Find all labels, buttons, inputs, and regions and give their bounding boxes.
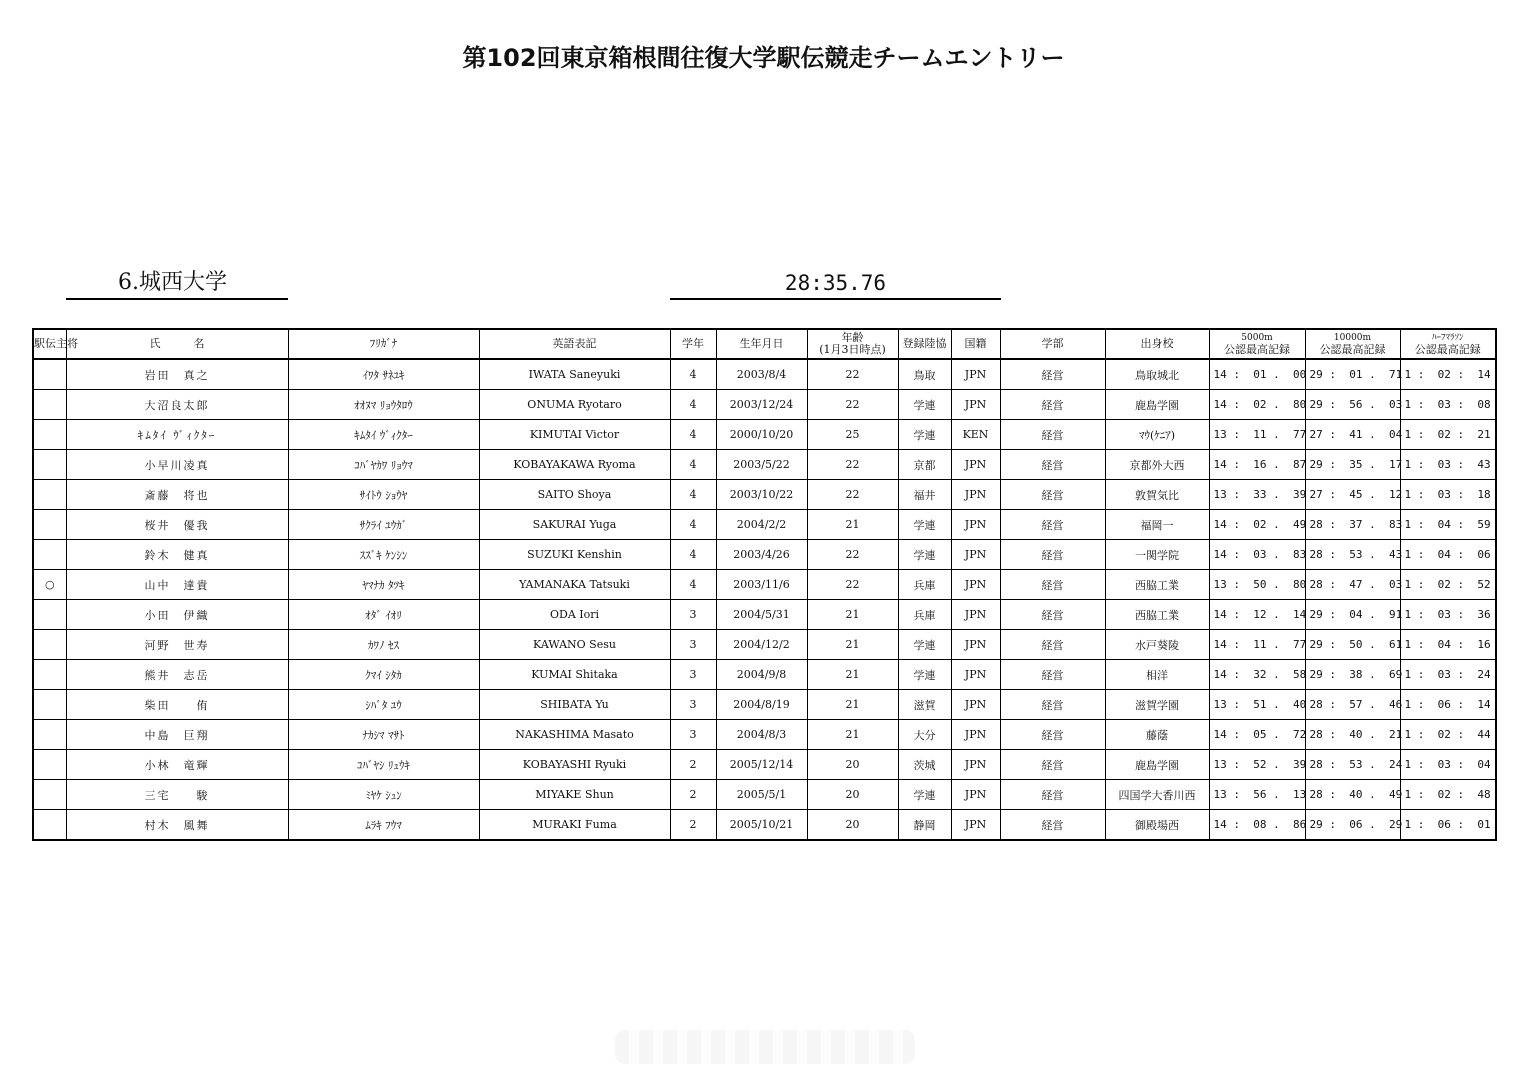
kana-cell: ｸﾏｲ ｼﾀｶ [288, 660, 479, 690]
nation-cell: JPN [951, 510, 1000, 540]
reg-cell: 滋賀 [898, 690, 951, 720]
table-row [33, 510, 1496, 540]
rhalf-cell: 1 : 04 : 06 [1400, 540, 1496, 570]
r5000-cell: 14 : 01 . 00 [1209, 359, 1305, 390]
team-name: 6.城西大学 [118, 270, 227, 295]
rhalf-cell: 1 : 03 : 08 [1400, 390, 1496, 420]
kana-cell: ｺﾊﾞﾔｼ ﾘｭｳｷ [288, 750, 479, 780]
faculty-cell: 経営 [1000, 720, 1105, 750]
english-cell: MURAKI Fuma [479, 810, 670, 841]
col-name: 氏 名 [66, 329, 288, 359]
reg-cell: 福井 [898, 480, 951, 510]
name-cell: 斎藤 将也 [66, 480, 288, 510]
name-cell: 岩田 真之 [66, 359, 288, 390]
name-cell: 村木 風舞 [66, 810, 288, 841]
school-cell: 鳥取城北 [1105, 359, 1209, 390]
rhalf-cell: 1 : 02 : 48 [1400, 780, 1496, 810]
age-cell: 20 [807, 780, 898, 810]
document-title: 第102回東京箱根間往復大学駅伝競走チームエントリー [462, 44, 1065, 72]
col-kana: ﾌﾘｶﾞﾅ [288, 329, 479, 359]
rhalf-cell: 1 : 03 : 36 [1400, 600, 1496, 630]
english-cell: YAMANAKA Tatsuki [479, 570, 670, 600]
english-cell: SAITO Shoya [479, 480, 670, 510]
rhalf-cell: 1 : 04 : 59 [1400, 510, 1496, 540]
r10000-cell: 28 : 53 . 24 [1305, 750, 1400, 780]
grade-cell: 4 [670, 570, 716, 600]
captain-cell [33, 450, 66, 480]
r5000-cell: 14 : 16 . 87 [1209, 450, 1305, 480]
r5000-cell: 14 : 08 . 86 [1209, 810, 1305, 841]
reg-cell: 兵庫 [898, 600, 951, 630]
captain-cell [33, 720, 66, 750]
col-10000m-sub: 公認最高記録 [1319, 343, 1386, 356]
faculty-cell: 経営 [1000, 570, 1105, 600]
name-cell: 大沼良太郎 [66, 390, 288, 420]
team-record: 28:35.76 [670, 270, 1001, 300]
kana-cell: ﾑﾗｷ ﾌｳﾏ [288, 810, 479, 841]
kana-cell: ｼﾊﾞﾀ ﾕｳ [288, 690, 479, 720]
age-cell: 21 [807, 630, 898, 660]
faculty-cell: 経営 [1000, 540, 1105, 570]
captain-cell [33, 540, 66, 570]
rhalf-cell: 1 : 02 : 21 [1400, 420, 1496, 450]
table-row [33, 780, 1496, 810]
captain-cell [33, 660, 66, 690]
nation-cell: JPN [951, 600, 1000, 630]
r5000-cell: 13 : 33 . 39 [1209, 480, 1305, 510]
school-cell: 一関学院 [1105, 540, 1209, 570]
faculty-cell: 経営 [1000, 660, 1105, 690]
col-captain: 駅伝主将 [33, 329, 66, 359]
table-row [33, 359, 1496, 390]
rhalf-cell: 1 : 03 : 43 [1400, 450, 1496, 480]
birth-cell: 2003/11/6 [716, 570, 807, 600]
birth-cell: 2003/12/24 [716, 390, 807, 420]
kana-cell: ｷﾑﾀｲ ｳﾞｨｸﾀｰ [288, 420, 479, 450]
faculty-cell: 経営 [1000, 480, 1105, 510]
grade-cell: 4 [670, 390, 716, 420]
r10000-cell: 29 : 06 . 29 [1305, 810, 1400, 841]
birth-cell: 2003/5/22 [716, 450, 807, 480]
reg-cell: 学連 [898, 660, 951, 690]
school-cell: 滋賀学園 [1105, 690, 1209, 720]
faculty-cell: 経営 [1000, 780, 1105, 810]
nation-cell: JPN [951, 570, 1000, 600]
school-cell: 藤蔭 [1105, 720, 1209, 750]
faculty-cell: 経営 [1000, 690, 1105, 720]
age-cell: 22 [807, 450, 898, 480]
grade-cell: 2 [670, 780, 716, 810]
age-cell: 25 [807, 420, 898, 450]
reg-cell: 静岡 [898, 810, 951, 841]
kana-cell: ｽｽﾞｷ ｹﾝｼﾝ [288, 540, 479, 570]
school-cell: ﾏｳ(ｹﾆｱ) [1105, 420, 1209, 450]
faculty-cell: 経営 [1000, 390, 1105, 420]
captain-cell [33, 810, 66, 841]
r10000-cell: 28 : 40 . 21 [1305, 720, 1400, 750]
r5000-cell: 13 : 52 . 39 [1209, 750, 1305, 780]
nation-cell: JPN [951, 390, 1000, 420]
birth-cell: 2004/9/8 [716, 660, 807, 690]
age-cell: 22 [807, 540, 898, 570]
reg-cell: 学連 [898, 780, 951, 810]
grade-cell: 3 [670, 630, 716, 660]
col-faculty: 学部 [1000, 329, 1105, 359]
r5000-cell: 14 : 03 . 83 [1209, 540, 1305, 570]
r5000-cell: 13 : 11 . 77 [1209, 420, 1305, 450]
english-cell: KUMAI Shitaka [479, 660, 670, 690]
table-row [33, 600, 1496, 630]
rhalf-cell: 1 : 03 : 04 [1400, 750, 1496, 780]
col-10000m-label: 10000m [1333, 333, 1372, 343]
captain-cell: ○ [33, 570, 66, 600]
name-cell: 山中 達貴 [66, 570, 288, 600]
col-age-sub: (1月3日時点) [819, 343, 886, 356]
birth-cell: 2003/10/22 [716, 480, 807, 510]
school-cell: 福岡一 [1105, 510, 1209, 540]
nation-cell: JPN [951, 540, 1000, 570]
r10000-cell: 29 : 56 . 03 [1305, 390, 1400, 420]
col-5000m-label: 5000m [1241, 333, 1273, 343]
name-cell: 柴田 侑 [66, 690, 288, 720]
captain-cell [33, 359, 66, 390]
reg-cell: 茨城 [898, 750, 951, 780]
col-age-label: 年齢 [841, 331, 864, 344]
r10000-cell: 28 : 53 . 43 [1305, 540, 1400, 570]
english-cell: KOBAYAKAWA Ryoma [479, 450, 670, 480]
nation-cell: KEN [951, 420, 1000, 450]
col-half-sub: 公認最高記録 [1414, 343, 1481, 356]
grade-cell: 4 [670, 510, 716, 540]
team-name-field [66, 270, 288, 300]
r5000-cell: 14 : 05 . 72 [1209, 720, 1305, 750]
kana-cell: ｵｵﾇﾏ ﾘｮｳﾀﾛｳ [288, 390, 479, 420]
r10000-cell: 28 : 47 . 03 [1305, 570, 1400, 600]
name-cell: 小林 竜輝 [66, 750, 288, 780]
r10000-cell: 27 : 45 . 12 [1305, 480, 1400, 510]
school-cell: 鹿島学園 [1105, 390, 1209, 420]
kana-cell: ｶﾜﾉ ｾｽ [288, 630, 479, 660]
kana-cell: ﾔﾏﾅｶ ﾀﾂｷ [288, 570, 479, 600]
school-cell: 西脇工業 [1105, 570, 1209, 600]
r5000-cell: 13 : 56 . 13 [1209, 780, 1305, 810]
english-cell: SUZUKI Kenshin [479, 540, 670, 570]
captain-cell [33, 510, 66, 540]
school-cell: 西脇工業 [1105, 600, 1209, 630]
nation-cell: JPN [951, 690, 1000, 720]
rhalf-cell: 1 : 06 : 14 [1400, 690, 1496, 720]
name-cell: 鈴木 健真 [66, 540, 288, 570]
r5000-cell: 14 : 32 . 58 [1209, 660, 1305, 690]
faculty-cell: 経営 [1000, 450, 1105, 480]
reg-cell: 鳥取 [898, 359, 951, 390]
captain-cell [33, 750, 66, 780]
r10000-cell: 29 : 50 . 61 [1305, 630, 1400, 660]
col-birth: 生年月日 [716, 329, 807, 359]
kana-cell: ｻｲﾄｳ ｼｮｳﾔ [288, 480, 479, 510]
age-cell: 22 [807, 570, 898, 600]
col-half-label: ﾊｰﾌﾏﾗｿﾝ [1431, 333, 1464, 343]
english-cell: NAKASHIMA Masato [479, 720, 670, 750]
name-cell: 小早川凌真 [66, 450, 288, 480]
birth-cell: 2003/8/4 [716, 359, 807, 390]
faculty-cell: 経営 [1000, 420, 1105, 450]
table-body [33, 359, 1496, 840]
birth-cell: 2004/5/31 [716, 600, 807, 630]
table-row [33, 480, 1496, 510]
birth-cell: 2003/4/26 [716, 540, 807, 570]
captain-cell [33, 420, 66, 450]
captain-cell [33, 630, 66, 660]
r10000-cell: 28 : 57 . 46 [1305, 690, 1400, 720]
english-cell: MIYAKE Shun [479, 780, 670, 810]
col-10000m [1305, 329, 1400, 359]
english-cell: KOBAYASHI Ryuki [479, 750, 670, 780]
col-reg: 登録陸協 [898, 329, 951, 359]
name-cell: 三宅 駿 [66, 780, 288, 810]
age-cell: 21 [807, 660, 898, 690]
nation-cell: JPN [951, 720, 1000, 750]
age-cell: 20 [807, 750, 898, 780]
kana-cell: ｻｸﾗｲ ﾕｳｶﾞ [288, 510, 479, 540]
name-cell: 小田 伊織 [66, 600, 288, 630]
grade-cell: 4 [670, 420, 716, 450]
rhalf-cell: 1 : 02 : 52 [1400, 570, 1496, 600]
birth-cell: 2005/10/21 [716, 810, 807, 841]
r10000-cell: 28 : 37 . 83 [1305, 510, 1400, 540]
nation-cell: JPN [951, 630, 1000, 660]
age-cell: 22 [807, 480, 898, 510]
english-cell: SHIBATA Yu [479, 690, 670, 720]
english-cell: KAWANO Sesu [479, 630, 670, 660]
school-cell: 鹿島学園 [1105, 750, 1209, 780]
school-cell: 京都外大西 [1105, 450, 1209, 480]
rhalf-cell: 1 : 02 : 14 [1400, 359, 1496, 390]
table-header-row [33, 329, 1496, 359]
age-cell: 22 [807, 359, 898, 390]
r10000-cell: 29 : 04 . 91 [1305, 600, 1400, 630]
age-cell: 21 [807, 510, 898, 540]
r5000-cell: 14 : 12 . 14 [1209, 600, 1305, 630]
age-cell: 20 [807, 810, 898, 841]
rhalf-cell: 1 : 02 : 44 [1400, 720, 1496, 750]
nation-cell: JPN [951, 660, 1000, 690]
rhalf-cell: 1 : 04 : 16 [1400, 630, 1496, 660]
captain-cell [33, 600, 66, 630]
table-row [33, 540, 1496, 570]
rhalf-cell: 1 : 03 : 18 [1400, 480, 1496, 510]
r10000-cell: 27 : 41 . 04 [1305, 420, 1400, 450]
r10000-cell: 29 : 38 . 69 [1305, 660, 1400, 690]
table-row [33, 630, 1496, 660]
reg-cell: 学連 [898, 540, 951, 570]
table-row [33, 810, 1496, 841]
age-cell: 21 [807, 600, 898, 630]
table-row [33, 720, 1496, 750]
rhalf-cell: 1 : 06 : 01 [1400, 810, 1496, 841]
nation-cell: JPN [951, 780, 1000, 810]
reg-cell: 兵庫 [898, 570, 951, 600]
school-cell: 四国学大香川西 [1105, 780, 1209, 810]
captain-cell [33, 480, 66, 510]
grade-cell: 4 [670, 450, 716, 480]
table-row [33, 750, 1496, 780]
col-school: 出身校 [1105, 329, 1209, 359]
kana-cell: ｲﾜﾀ ｻﾈﾕｷ [288, 359, 479, 390]
captain-cell [33, 780, 66, 810]
table-row [33, 450, 1496, 480]
reg-cell: 学連 [898, 420, 951, 450]
grade-cell: 3 [670, 660, 716, 690]
r10000-cell: 29 : 35 . 17 [1305, 450, 1400, 480]
rhalf-cell: 1 : 03 : 24 [1400, 660, 1496, 690]
captain-cell [33, 690, 66, 720]
english-cell: ODA Iori [479, 600, 670, 630]
faculty-cell: 経営 [1000, 510, 1105, 540]
kana-cell: ｵﾀﾞ ｲｵﾘ [288, 600, 479, 630]
r5000-cell: 14 : 02 . 49 [1209, 510, 1305, 540]
reg-cell: 京都 [898, 450, 951, 480]
col-english: 英語表記 [479, 329, 670, 359]
kana-cell: ﾅｶｼﾏ ﾏｻﾄ [288, 720, 479, 750]
r10000-cell: 29 : 01 . 71 [1305, 359, 1400, 390]
kana-cell: ﾐﾔｹ ｼｭﾝ [288, 780, 479, 810]
school-cell: 御殿場西 [1105, 810, 1209, 841]
r5000-cell: 14 : 11 . 77 [1209, 630, 1305, 660]
school-cell: 相洋 [1105, 660, 1209, 690]
col-nation: 国籍 [951, 329, 1000, 359]
table-row [33, 390, 1496, 420]
english-cell: IWATA Saneyuki [479, 359, 670, 390]
nation-cell: JPN [951, 450, 1000, 480]
grade-cell: 2 [670, 750, 716, 780]
nation-cell: JPN [951, 750, 1000, 780]
reg-cell: 学連 [898, 390, 951, 420]
table-row [33, 690, 1496, 720]
reg-cell: 大分 [898, 720, 951, 750]
english-cell: ONUMA Ryotaro [479, 390, 670, 420]
grade-cell: 4 [670, 359, 716, 390]
kana-cell: ｺﾊﾞﾔｶﾜ ﾘｮｳﾏ [288, 450, 479, 480]
english-cell: KIMUTAI Victor [479, 420, 670, 450]
grade-cell: 3 [670, 720, 716, 750]
name-cell: 中島 巨翔 [66, 720, 288, 750]
name-cell: 熊井 志岳 [66, 660, 288, 690]
grade-cell: 4 [670, 480, 716, 510]
grade-cell: 4 [670, 540, 716, 570]
birth-cell: 2004/12/2 [716, 630, 807, 660]
faculty-cell: 経営 [1000, 810, 1105, 841]
faculty-cell: 経営 [1000, 600, 1105, 630]
nation-cell: JPN [951, 810, 1000, 841]
birth-cell: 2000/10/20 [716, 420, 807, 450]
faculty-cell: 経営 [1000, 750, 1105, 780]
col-5000m [1209, 329, 1305, 359]
table-row [33, 570, 1496, 600]
birth-cell: 2005/5/1 [716, 780, 807, 810]
age-cell: 21 [807, 720, 898, 750]
birth-cell: 2005/12/14 [716, 750, 807, 780]
name-cell: 桜井 優我 [66, 510, 288, 540]
age-cell: 22 [807, 390, 898, 420]
r5000-cell: 14 : 02 . 80 [1209, 390, 1305, 420]
col-5000m-sub: 公認最高記録 [1224, 343, 1290, 356]
faculty-cell: 経営 [1000, 630, 1105, 660]
r5000-cell: 13 : 50 . 80 [1209, 570, 1305, 600]
reg-cell: 学連 [898, 510, 951, 540]
grade-cell: 2 [670, 810, 716, 841]
grade-cell: 3 [670, 600, 716, 630]
col-grade: 学年 [670, 329, 716, 359]
reg-cell: 学連 [898, 630, 951, 660]
table-row [33, 660, 1496, 690]
school-cell: 水戸葵陵 [1105, 630, 1209, 660]
col-age [807, 329, 898, 359]
english-cell: SAKURAI Yuga [479, 510, 670, 540]
grade-cell: 3 [670, 690, 716, 720]
school-cell: 敦賀気比 [1105, 480, 1209, 510]
watermark [615, 1030, 915, 1064]
r10000-cell: 28 : 40 . 49 [1305, 780, 1400, 810]
birth-cell: 2004/8/3 [716, 720, 807, 750]
col-half [1400, 329, 1496, 359]
age-cell: 21 [807, 690, 898, 720]
nation-cell: JPN [951, 359, 1000, 390]
birth-cell: 2004/2/2 [716, 510, 807, 540]
birth-cell: 2004/8/19 [716, 690, 807, 720]
nation-cell: JPN [951, 480, 1000, 510]
r5000-cell: 13 : 51 . 40 [1209, 690, 1305, 720]
captain-cell [33, 390, 66, 420]
name-cell: ｷﾑﾀｲ ｳﾞｨｸﾀｰ [66, 420, 288, 450]
table-row [33, 420, 1496, 450]
entry-table [32, 328, 1497, 841]
name-cell: 河野 世寿 [66, 630, 288, 660]
faculty-cell: 経営 [1000, 359, 1105, 390]
